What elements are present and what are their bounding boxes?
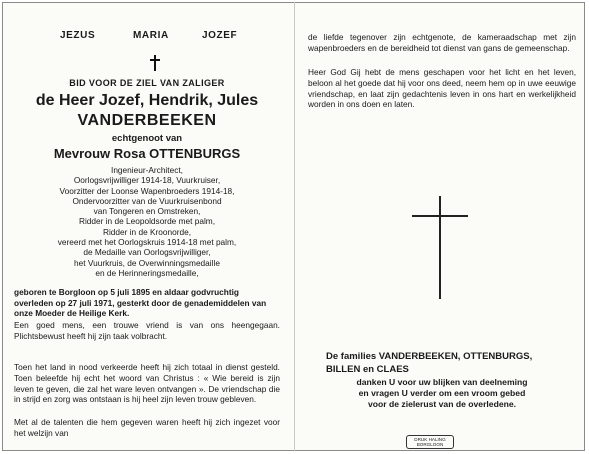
card-fold-line <box>294 2 295 451</box>
deceased-name-line1: de Heer Jozef, Hendrik, Jules <box>35 92 259 109</box>
spouse-label: echtgenoot van <box>111 133 183 144</box>
title-line: Ridder in de Leopoldsorde met palm, <box>78 216 216 227</box>
name-jozef: JOZEF <box>202 30 238 41</box>
holy-names <box>12 10 282 41</box>
title-line: Ingenieur-Architect, <box>111 165 183 175</box>
deceased-surname: VANDERBEEKEN <box>77 112 217 129</box>
title-line: en de Herinneringsmedaille, <box>95 267 199 278</box>
cross-vertical-beam <box>439 196 441 299</box>
printer-city: BORGLOON <box>416 442 444 448</box>
spouse-name: Mevrouw Rosa OTTENBURGS <box>53 146 241 161</box>
families-line: De families VANDERBEEKEN, OTTENBURGS, <box>326 351 533 362</box>
cross-horizontal-beam <box>412 215 468 217</box>
name-maria: MARIA <box>133 30 169 41</box>
honorific-titles <box>12 165 282 278</box>
thanks-line: voor de zielerust van de overledene. <box>367 398 517 409</box>
eulogy-paragraph: Met al de talenten die hem gegeven waren heeft hij zich ingezet voor het welzijn van <box>14 417 280 438</box>
birth-death-statement: geboren te Borgloon op 5 juli 1895 en aldaar godvruchtig overleden op 27 juli 1971, gesterkt door de genademiddelen van onze Moeder de Heilige Kerk. <box>14 287 267 318</box>
families-line: BILLEN en CLAES <box>326 363 409 375</box>
title-line: Ondervoorzitter van de Vuurkruisenbond <box>72 195 222 206</box>
title-line: Oorlogsvrijwilliger 1914-18, Vuurkruiser, <box>73 175 221 186</box>
printer-name: DRUK HALING <box>414 437 446 442</box>
title-line: van Tongeren en Omstreken, <box>93 206 201 217</box>
families-block <box>326 351 566 376</box>
eulogy-paragraph: Een goed mens, een trouwe vriend is van ons heengegaan. Plichtsbewust heeft hij zijn taak volbracht. <box>14 320 280 341</box>
thanks-line: en vragen U verder om een vroom gebed <box>358 387 526 398</box>
title-line: vereerd met het Oorlogskruis 1914-18 met palm, <box>57 237 237 248</box>
title-line: de Medaille van Oorlogsvrijwilliger, <box>83 247 211 258</box>
left-panel <box>12 10 282 438</box>
title-line: Voorzitter der Loonse Wapenbroeders 1914-18, <box>59 185 235 196</box>
small-cross-icon <box>149 55 161 71</box>
printer-stamp <box>406 435 454 449</box>
eulogy-continuation: de liefde tegenover zijn echtgenote, de kameraadschap met zijn wapenbroeders en de bereidheid tot dienst van gans de gemeenschap. <box>308 32 576 53</box>
name-jezus: JEZUS <box>60 30 96 41</box>
eulogy-paragraph: Toen het land in nood verkeerde heeft hij zich totaal in dienst gesteld. Toen beleefde hij echt het woord van Christus : « Wie bereid is zijn leven te geven, die zal het ware leven ontvangen ». De vriendschap die in strijd en zorg was ontstaan is hij heel zijn leven trouw gebleven. <box>14 362 280 405</box>
prayer-paragraph: Heer God Gij hebt de mens geschapen voor het licht en het leven, beloon al het goede dat hij voor ons deed, neem hem op in uwe eeuwige vriendschap, en laat zijn gedachtenis leven in ons hart en werkelijkheid worden in ons doen en laten. <box>308 67 576 110</box>
thanks-line: danken U voor uw blijken van deelneming <box>356 377 528 387</box>
prayer-line: BID VOOR DE ZIEL VAN ZALIGER <box>69 78 225 88</box>
large-cross-icon <box>412 196 468 299</box>
title-line: het Vuurkruis, de Overwinningsmedaille <box>74 257 220 268</box>
title-line: Ridder in de Kroonorde, <box>102 226 192 237</box>
thanks-block <box>308 377 576 409</box>
